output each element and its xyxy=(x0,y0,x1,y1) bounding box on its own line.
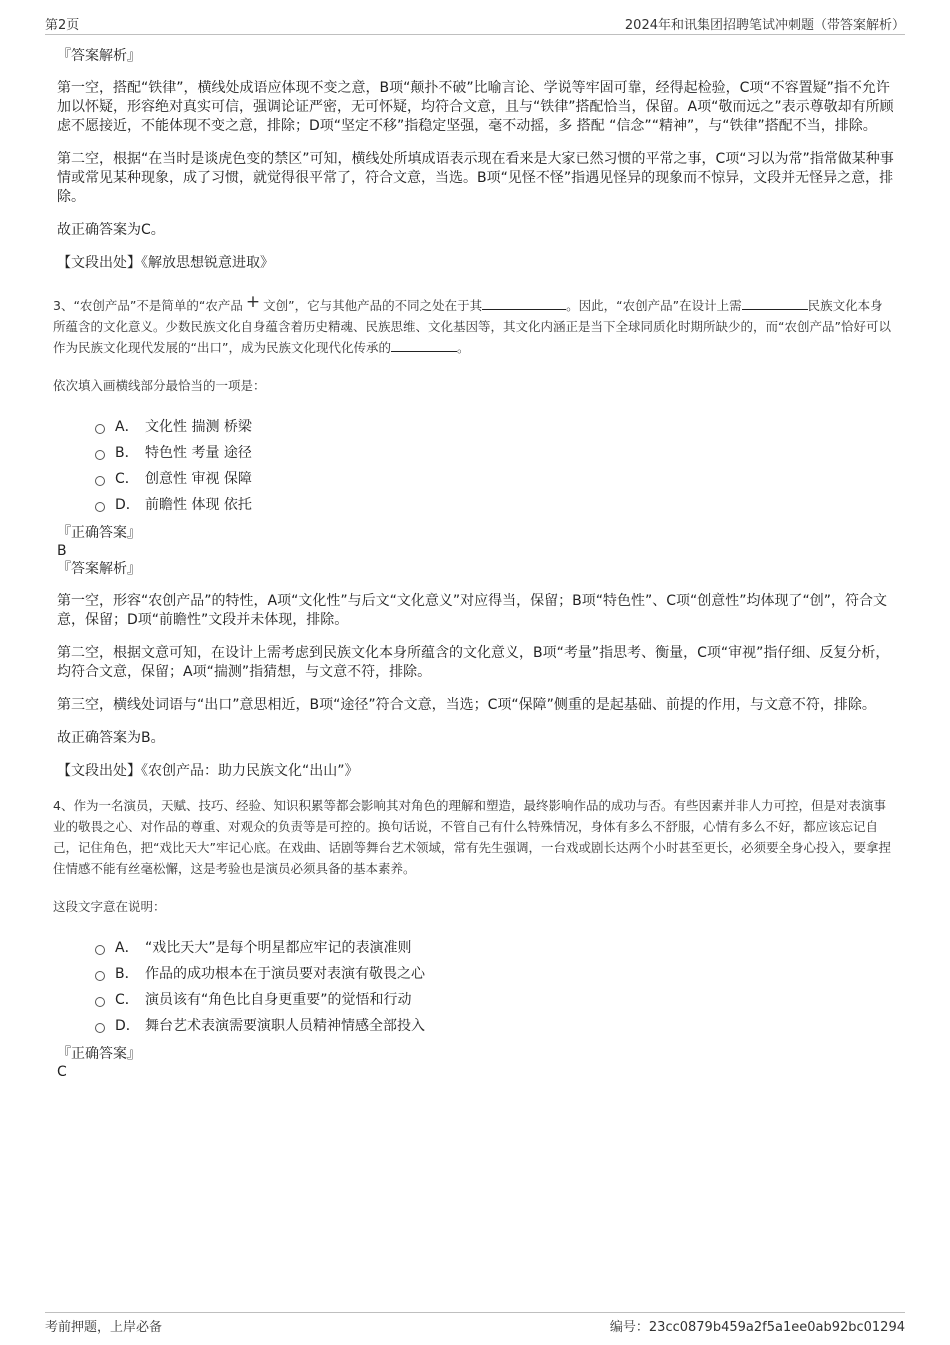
option-d[interactable]: D． 前瞻性 体现 依托 xyxy=(95,492,895,518)
answer-blank xyxy=(391,339,457,352)
document-id: 编号：23cc0879b459a2f5a1ee0ab92bc01294 xyxy=(609,1320,905,1335)
option-b[interactable]: B． 特色性 考量 途径 xyxy=(95,440,895,466)
conclusion: 故正确答案为C。 xyxy=(57,222,165,238)
answer-blank xyxy=(742,297,808,310)
radio-icon[interactable] xyxy=(95,945,105,955)
answer-value: B xyxy=(57,543,67,559)
question-3 xyxy=(53,292,895,781)
radio-icon[interactable] xyxy=(95,502,105,512)
answer-label: 『正确答案』 xyxy=(57,525,141,541)
page-footer xyxy=(45,1312,905,1335)
analysis-paragraph: 第一空，搭配“铁律”，横线处成语应体现不变之意，B项“颠扑不破”比喻言论、学说等牢固可靠，经得起检验，C项“不容置疑”指不允许加以怀疑，形容绝对真实可信，强调论证严密，无可怀疑，均符合文意，且与“铁律”搭配恰当，保留。A项“敬而远之”表示尊敬却有所顾虑不愿接近，不能体现不变之意，排除；D项“坚定不移”指稳定坚强，毫不动摇，多 搭配 “信念”“精神”，与“铁律”搭配不当，排除。 xyxy=(57,80,894,134)
source: 【文段出处】《解放思想锐意进取》 xyxy=(57,255,274,271)
question-4 xyxy=(53,795,895,1081)
analysis-paragraph: 第三空，横线处词语与“出口”意思相近，B项“途径”符合文意，当选；C项“保障”侧重的是起基础、前提的作用，与文意不符，排除。 xyxy=(57,697,876,713)
page-number: 第2页 xyxy=(45,18,80,33)
option-c[interactable]: C． 演员该有“角色比自身更重要”的觉悟和行动 xyxy=(95,987,895,1013)
page-header xyxy=(45,14,905,35)
radio-icon[interactable] xyxy=(95,971,105,981)
option-a[interactable]: A． 文化性 揣测 桥梁 xyxy=(95,414,895,440)
radio-icon[interactable] xyxy=(95,997,105,1007)
option-list xyxy=(95,935,895,1039)
analysis-paragraph: 第一空，形容“农创产品”的特性，A项“文化性”与后文“文化意义”对应得当，保留；B项“特色性”、C项“创意性”均体现了“创”，符合文意，保留；D项“前瞻性”文段并未体现，排除。 xyxy=(57,593,887,628)
option-list xyxy=(95,414,895,518)
question-prompt: 依次填入画横线部分最恰当的一项是： xyxy=(53,378,266,393)
question-2-analysis xyxy=(57,47,895,273)
answer-value: C xyxy=(57,1064,67,1080)
radio-icon[interactable] xyxy=(95,450,105,460)
radio-icon[interactable] xyxy=(95,476,105,486)
question-stem: 3、“农创产品”不是简单的“农产品 + 文创”，它与其他产品的不同之处在于其 。因此，“农创产品”在设计上需 民族文化本身所蕴含的文化意义。少数民族文化自身蕴含着历史精魂、民族思维、文化基因等，其文化内涵正是当下全球同质化时期所缺少的，而“农创产品”恰好可以作为民族文化现代发展的“出口”，成为民族文化现代化传承的 。 xyxy=(53,292,891,355)
radio-icon[interactable] xyxy=(95,1023,105,1033)
analysis-label: 『答案解析』 xyxy=(57,561,141,577)
question-prompt: 这段文字意在说明： xyxy=(53,899,166,914)
option-d[interactable]: D． 舞台艺术表演需要演职人员精神情感全部投入 xyxy=(95,1013,895,1039)
analysis-paragraph: 第二空，根据“在当时是谈虎色变的禁区”可知，横线处所填成语表示现在看来是大家已然习惯的平常之事，C项“习以为常”指常做某种事情或常见某种现象，成了习惯，就觉得很平常了，符合文意，当选。B项“见怪不怪”指遇见怪异的现象而不惊异，文段并无怪异之意，排除。 xyxy=(57,151,894,205)
option-a[interactable]: A． “戏比天大”是每个明星都应牢记的表演准则 xyxy=(95,935,895,961)
radio-icon[interactable] xyxy=(95,424,105,434)
analysis-label: 『答案解析』 xyxy=(57,48,141,64)
option-b[interactable]: B． 作品的成功根本在于演员要对表演有敬畏之心 xyxy=(95,961,895,987)
conclusion: 故正确答案为B。 xyxy=(57,730,165,746)
source: 【文段出处】《农创产品：助力民族文化“出山”》 xyxy=(57,763,359,779)
document-body xyxy=(53,47,895,1081)
analysis-paragraph: 第二空，根据文意可知，在设计上需考虑到民族文化本身所蕴含的文化意义，B项“考量”指思考、衡量，C项“审视”指仔细、反复分析，均符合文意，保留；A项“揣测”指猜想，与文意不符，排除。 xyxy=(57,645,890,680)
question-stem: 4、作为一名演员，天赋、技巧、经验、知识积累等都会影响其对角色的理解和塑造，最终影响作品的成功与否。有些因素并非人力可控，但是对表演事业的敬畏之心、对作品的尊重、对观众的负责等是可控的。换句话说，不管自己有什么特殊情况，身体有多么不舒服，心情有多么不好，都应该忘记自己，记住角色，把“戏比天大”牢记心底。在戏曲、话剧等舞台艺术领域，常有先生强调，一台戏或剧长达两个小时甚至更长，必须要全身心投入，要拿捏住情感不能有丝毫松懈，这是考验也是演员必须具备的基本素养。 xyxy=(53,798,891,876)
document-title: 2024年和讯集团招聘笔试冲刺题（带答案解析） xyxy=(624,18,905,33)
answer-label: 『正确答案』 xyxy=(57,1046,141,1062)
answer-blank xyxy=(482,297,566,310)
footer-slogan: 考前押题，上岸必备 xyxy=(45,1320,163,1335)
option-c[interactable]: C． 创意性 审视 保障 xyxy=(95,466,895,492)
